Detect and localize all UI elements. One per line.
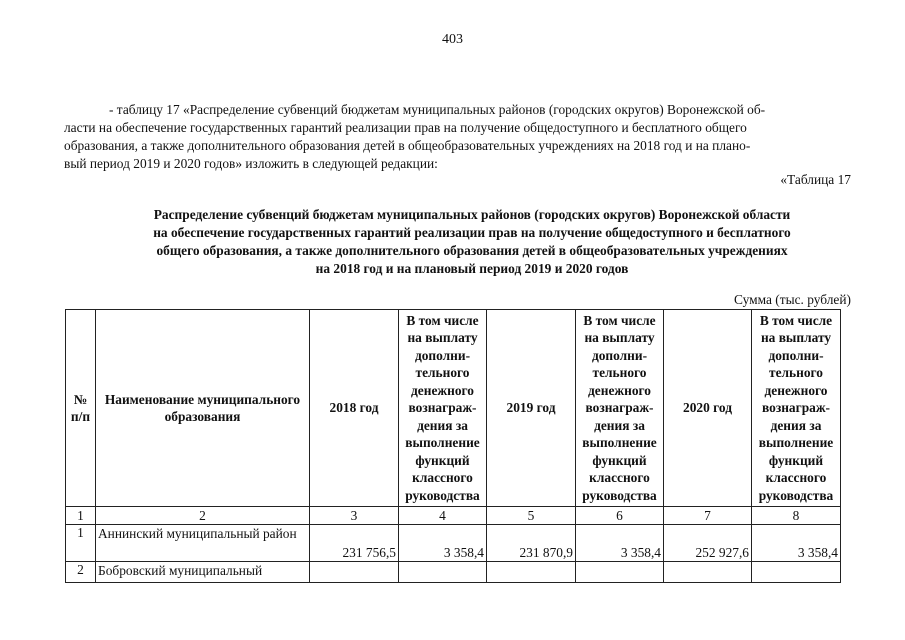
column-number: 5 (487, 507, 576, 525)
column-number: 1 (66, 507, 96, 525)
column-number: 2 (96, 507, 310, 525)
table-title (62, 206, 882, 278)
intro-paragraph (64, 101, 852, 173)
row-incl-2019: 3 358,4 (576, 525, 664, 562)
title-line: на 2018 год и на плановый период 2019 и 2020 годов (315, 261, 629, 276)
header-2020: 2020 год (664, 310, 752, 507)
row-2019: 231 870,9 (487, 525, 576, 562)
row-num: 1 (66, 525, 96, 562)
row-2020 (664, 562, 752, 583)
row-name: Бобровский муниципальный (96, 562, 310, 583)
column-number: 3 (310, 507, 399, 525)
header-num: № п/п (66, 310, 96, 507)
intro-line: - таблицу 17 «Распределение субвенций бюджетам муниципальных районов (городских округов) Воронежской об- (109, 102, 766, 117)
header-2019: 2019 год (487, 310, 576, 507)
intro-line: образования, а также дополнительного образования детей в общеобразовательных учреждениях на 2018 год и на плано- (64, 138, 751, 153)
row-incl-2018: 3 358,4 (399, 525, 487, 562)
table-label: «Таблица 17 (780, 172, 851, 187)
row-incl-2018 (399, 562, 487, 583)
header-incl-2018: В том числе на выплату дополни-тельного денежного вознаграж-дения за выполнение функций классного руководства (399, 310, 487, 507)
header-name: Наименование муниципального образования (96, 310, 310, 507)
page-number: 403 (442, 32, 463, 47)
subvention-table (65, 309, 841, 583)
intro-line: ласти на обеспечение государственных гарантий реализации прав на получение общедоступного и бесплатного общего (64, 120, 747, 135)
row-incl-2020 (752, 562, 841, 583)
title-line: на обеспечение государственных гарантий реализации прав на получение общедоступного и бесплатного (153, 225, 791, 240)
column-number: 7 (664, 507, 752, 525)
row-incl-2020: 3 358,4 (752, 525, 841, 562)
row-2018 (310, 562, 399, 583)
title-line: Распределение субвенций бюджетам муниципальных районов (городских округов) Воронежской области (153, 207, 791, 222)
row-incl-2019 (576, 562, 664, 583)
table-row (66, 562, 841, 583)
title-line: общего образования, а также дополнительного образования детей в общеобразовательных учреждениях (156, 243, 788, 258)
column-number: 8 (752, 507, 841, 525)
row-name: Аннинский муниципальный район (96, 525, 310, 562)
column-number: 6 (576, 507, 664, 525)
row-num: 2 (66, 562, 96, 583)
header-incl-2020: В том числе на выплату дополни-тельного денежного вознаграж-дения за выполнение функций классного руководства (752, 310, 841, 507)
column-number: 4 (399, 507, 487, 525)
row-2019 (487, 562, 576, 583)
intro-line: вый период 2019 и 2020 годов» изложить в следующей редакции: (64, 156, 438, 171)
row-2018: 231 756,5 (310, 525, 399, 562)
column-numbers-row (66, 507, 841, 525)
header-incl-2019: В том числе на выплату дополни-тельного денежного вознаграж-дения за выполнение функций классного руководства (576, 310, 664, 507)
row-2020: 252 927,6 (664, 525, 752, 562)
table-row (66, 525, 841, 562)
table-header-row (66, 310, 841, 507)
units-label: Сумма (тыс. рублей) (734, 292, 851, 307)
header-2018: 2018 год (310, 310, 399, 507)
